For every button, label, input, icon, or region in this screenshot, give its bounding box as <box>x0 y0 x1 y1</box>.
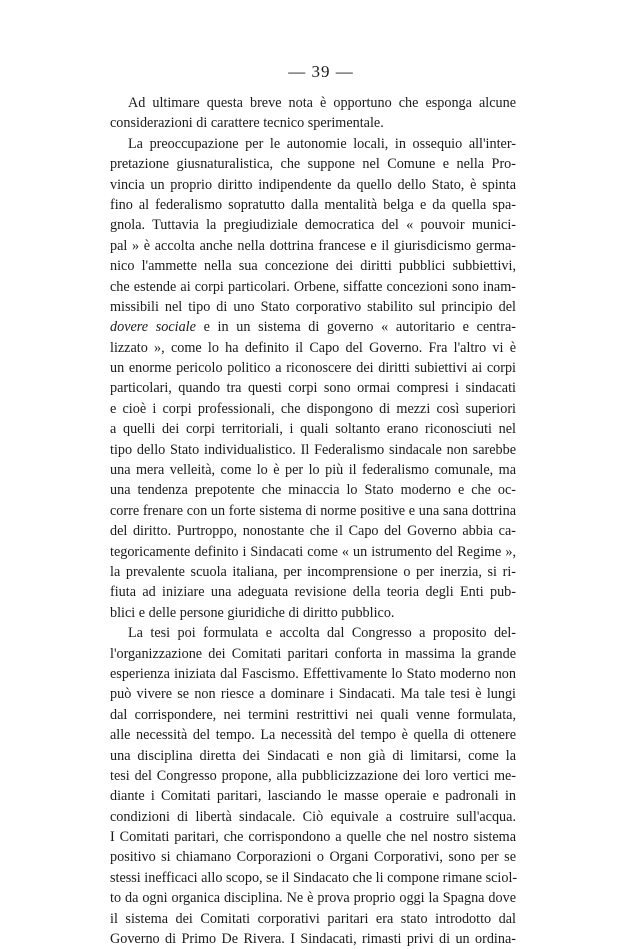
text-line: tesi del Congresso propone, alla pubblicizzazione dei loro vertici me- <box>110 767 516 784</box>
text-line: e cioè i corpi professionali, che dispongono di mezzi così superiori <box>110 400 516 417</box>
text-line <box>110 317 516 337</box>
body-text <box>110 93 516 949</box>
text-line: tegoricamente definito i Sindacati come « un istrumento del Regime », <box>110 543 516 560</box>
text-line: to da ogni organica disciplina. Ne è prova proprio oggi la Spagna dove <box>110 890 516 907</box>
text-line: particolari, quando tra questi corpi sono ormai compresi i sindacati <box>110 380 516 397</box>
text-line: può vivere se non riesce a dominare i Sindacati. Ma tale tesi è lungi <box>110 686 516 703</box>
text-line: corre frenare con un forte sistema di norme positive e una sana dottrina <box>110 502 516 519</box>
text-line: un enorme pericolo politico a riconoscere dei diritti subiettivi ai corpi <box>110 360 516 377</box>
text-line: nico l'ammette nella sua concezione dei diritti pubblici subbiettivi, <box>110 258 516 275</box>
text-line: positivo si chiamano Corporazioni o Organi Corporativi, sono per se <box>110 849 516 866</box>
text-line: dal corrispondere, nei termini restrittivi nei quali venne formulata, <box>110 706 516 723</box>
text-line: pretazione giusnaturalistica, che suppone nel Comune e nella Pro- <box>110 156 516 173</box>
text-line: una disciplina diretta dei Sindacati e non già di limitarsi, come la <box>110 747 516 764</box>
text-line: fino al federalismo sopratutto dalla mentalità belga e da quella spa- <box>110 196 516 213</box>
text-line: stessi inefficaci allo scopo, se il Sindacato che li compone rimane sciol- <box>110 869 518 886</box>
text-line: condizioni di libertà sindacale. Ciò equivale a costruire sull'acqua. <box>110 808 516 825</box>
text-line: diante i Comitati paritari, lasciando le masse operaie e padronali in <box>110 788 516 805</box>
text-line: una tendenza prepotente che minaccia lo Stato moderno e che oc- <box>110 482 516 499</box>
text-line: alle necessità del tempo. La necessità del tempo è quella di ottenere <box>110 727 516 744</box>
page-number: — 39 — <box>288 62 354 81</box>
italic-term: dovere sociale <box>110 319 196 336</box>
text-line: considerazioni di carattere tecnico sperimentale. <box>110 115 384 132</box>
text-line: missibili nel tipo di uno Stato corporativo stabilito sul principio del <box>110 298 516 315</box>
text-line: lizzato », come lo ha definito il Capo del Governo. Fra l'altro vi è <box>110 339 516 356</box>
text-line: a quelli dei corpi territoriali, i quali soltanto erano riconosciuti nel <box>110 421 516 438</box>
text-line: Governo di Primo De Rivera. I Sindacati, rimasti privi di un ordina- <box>110 931 516 948</box>
text-line: esperienza iniziata dal Fascismo. Effettivamente lo Stato moderno non <box>110 665 516 682</box>
text-line: blici e delle persone giuridiche di diritto pubblico. <box>110 604 395 621</box>
text-line: Ad ultimare questa breve nota è opportuno che esponga alcune <box>128 95 516 111</box>
text-line: vincia un proprio diritto indipendente da quello dello Stato, è spinta <box>110 176 516 193</box>
text-line: fiuta ad iniziare una adeguata revisione della teoria degli Enti pub- <box>110 584 516 601</box>
text-line: la prevalente scuola italiana, per incomprensione o per inerzia, si ri- <box>110 563 516 580</box>
text-segment: e in un sistema di governo « autoritario e centra- <box>195 319 516 336</box>
text-line: l'organizzazione dei Comitati paritari conforta in massima la grande <box>110 645 516 662</box>
text-line: del diritto. Purtroppo, nonostante che il Capo del Governo abbia ca- <box>110 523 516 540</box>
text-line: che estende ai corpi particolari. Orbene, siffatte concezioni sono inam- <box>110 278 516 295</box>
text-line: il sistema dei Comitati corporativi paritari era stato introdotto dal <box>110 910 516 927</box>
text-line: tipo dello Stato individualistico. Il Federalismo sindacale non sarebbe <box>110 441 516 458</box>
text-line: I Comitati paritari, che corrispondono a quelle che nel nostro sistema <box>110 829 516 846</box>
text-line: La preoccupazione per le autonomie locali, in ossequio all'inter- <box>128 135 516 152</box>
text-line: una mera velleità, come lo è per lo più il federalismo comunale, ma <box>110 462 516 479</box>
text-line: La tesi poi formulata e accolta dal Congresso a proposito del- <box>128 625 516 642</box>
text-line: pal » è accolta anche nella dottrina francese e il giurisdicismo germa- <box>110 237 516 254</box>
text-line: gnola. Tuttavia la pregiudiziale democratica del « pouvoir munici- <box>110 217 516 234</box>
